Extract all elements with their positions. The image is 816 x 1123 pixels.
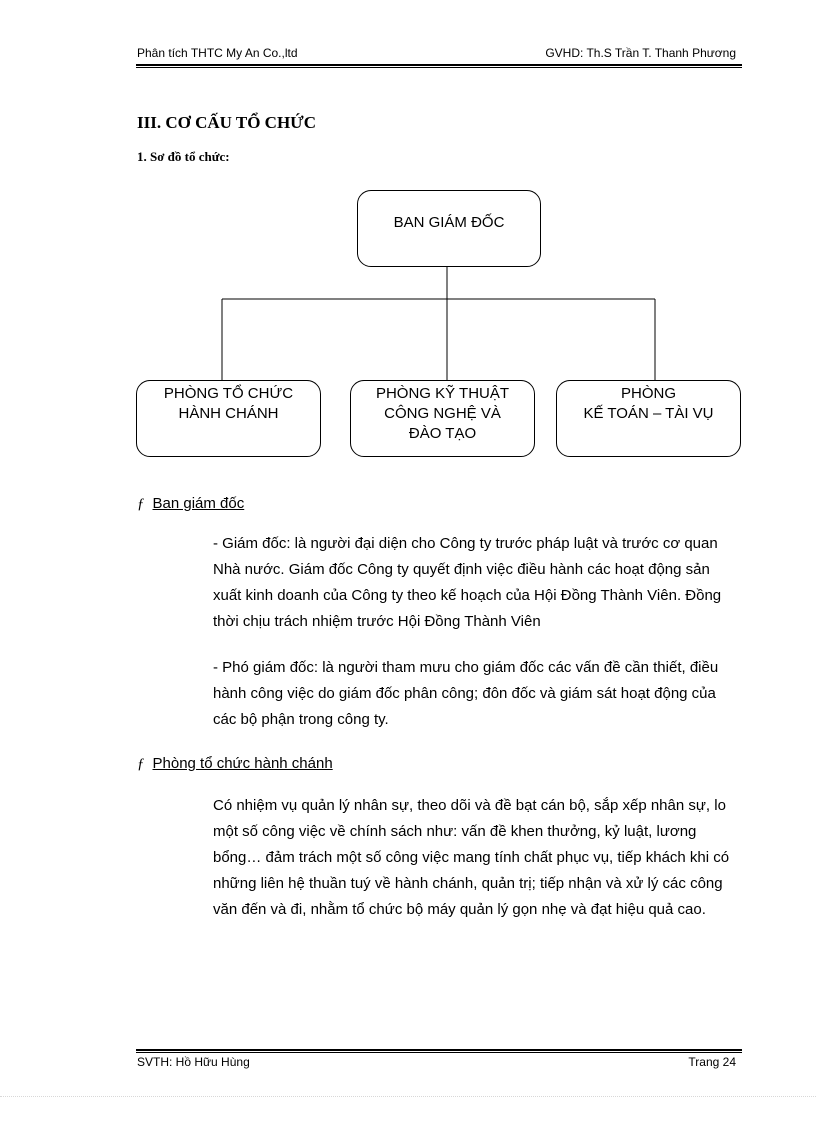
org-box-label: CÔNG NGHỆ VÀ [384,405,501,422]
org-box-phong-ky-thuat [350,380,535,457]
org-box-ban-giam-doc [357,190,541,267]
org-box-label: PHÒNG [620,385,676,402]
header-left-text: Phân tích THTC My An Co.,ltd [137,46,298,60]
bullet-icon: ƒ [137,756,145,772]
section-heading-text: Phòng tổ chức hành chánh [152,755,333,772]
org-box-phong-to-chuc [136,380,321,457]
header-right-text: GVHD: Th.S Trần T. Thanh Phương [545,46,736,60]
paragraph-text: Có nhiệm vụ quản lý nhân sự, theo dõi và đề bạt cán bộ, sắp xếp nhân sự, lo một số công việc về chính sách như: vấn đề khen thưởng, kỷ luật, lương bổng… đảm trách một số công việc mang tính chất phục vụ, tiếp khách khi có những liên hệ thuần tuý về hành chánh, quản trị; tiếp nhận và xử lý các công văn đến và đi, nhằm tổ chức bộ máy quản lý gọn nhẹ và đạt hiệu quả cao. [213,797,730,918]
footer-rule-thin [136,1052,742,1053]
section-title: III. CƠ CẤU TỔ CHỨC [137,113,316,132]
org-box-label: KẾ TOÁN – TÀI VỤ [583,405,714,422]
org-box-phong-ke-toan [556,380,741,457]
footer-left-text: SVTH: Hồ Hữu Hùng [137,1055,250,1069]
org-box-label: ĐÀO TẠO [408,425,477,442]
section-heading-ban-giam-doc [137,495,244,513]
paragraph-text: - Giám đốc: là người đại diện cho Công ty trước pháp luật và trước cơ quan Nhà nước. Giám đốc Công ty quyết định việc điều hành các hoạt động sản xuất kinh doanh của Công ty theo kế hoạch của Hội Đồng Thành Viên. Đồng thời chịu trách nhiệm trước Hội Đồng Thành Viên [213,535,722,630]
paragraph-text: - Phó giám đốc: là người tham mưu cho giám đốc các vấn đề cần thiết, điều hành công việc do giám đốc phân công; đôn đốc và giám sát hoạt động của các bộ phận trong công ty. [213,659,719,728]
org-box-label: PHÒNG KỸ THUẬT [375,385,510,402]
section-heading-phong-to-chuc [137,755,333,773]
org-box-label: PHÒNG TỔ CHỨC [163,385,294,402]
footer-rule [136,1049,742,1051]
sub-title: 1. Sơ đồ tổ chức: [137,149,230,164]
org-box-label: BAN GIÁM ĐỐC [393,214,505,231]
paragraph-giam-doc [173,531,738,635]
paragraph-pho-giam-doc [173,655,738,733]
page-break-line [0,1096,816,1097]
bullet-icon: ƒ [137,496,145,512]
section-heading-text: Ban giám đốc [152,495,245,512]
page-number: Trang 24 [688,1055,736,1069]
paragraph-phong-to-chuc [173,793,738,923]
org-box-label: HÀNH CHÁNH [178,405,279,422]
